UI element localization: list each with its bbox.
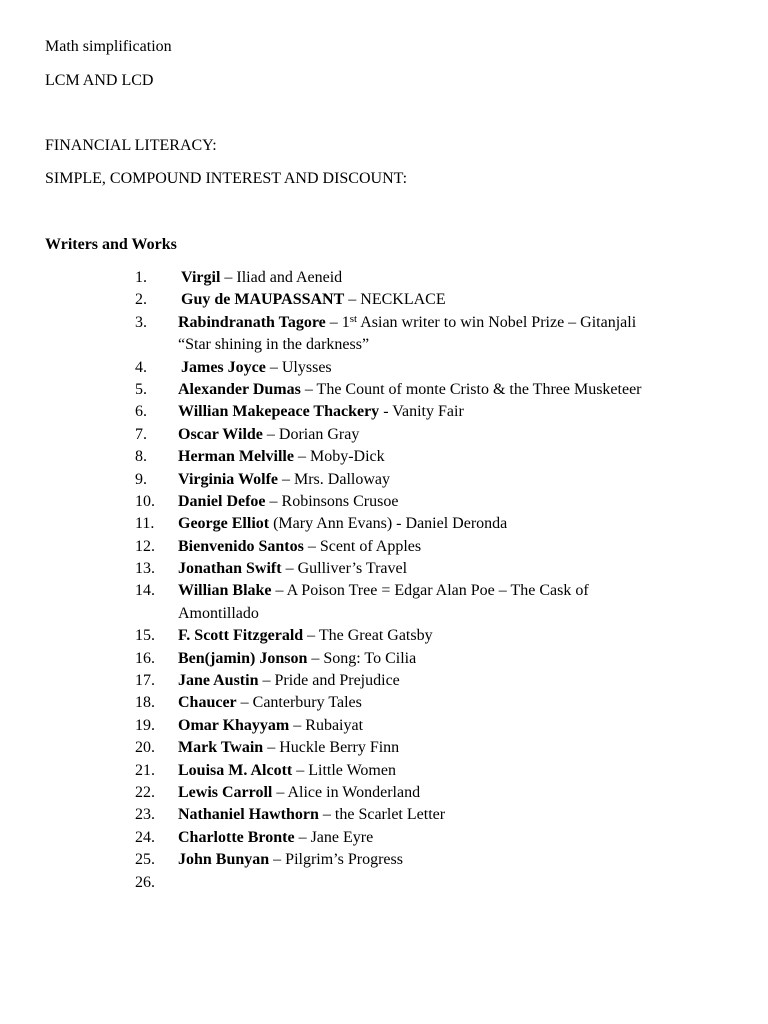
item-work: – A Poison Tree = Edgar Alan Poe – The Cask of Amontillado — [178, 582, 589, 622]
item-entry — [178, 446, 738, 468]
item-entry — [178, 715, 738, 737]
item-work: – Pilgrim’s Progress — [269, 851, 403, 869]
item-number: 3. — [135, 313, 147, 331]
item-number: 13. — [135, 560, 155, 578]
item-work: – Mrs. Dalloway — [278, 470, 390, 488]
item-work: – Iliad and Aeneid — [220, 269, 343, 286]
item-entry — [178, 827, 738, 849]
item-author: Herman Melville — [178, 448, 294, 466]
item-author: James Joyce — [181, 358, 266, 376]
item-entry — [178, 558, 738, 580]
item-number: 12. — [135, 537, 155, 555]
item-number: 15. — [135, 627, 155, 645]
item-work: Asian writer to win Nobel Prize – Gitanjali — [357, 313, 637, 331]
item-entry — [178, 401, 738, 423]
item-work: – Robinsons Crusoe — [265, 492, 399, 510]
item-number: 16. — [135, 649, 155, 667]
item-number: 19. — [135, 716, 155, 734]
heading-financial-literacy: FINANCIAL LITERACY: — [45, 137, 217, 154]
item-entry — [178, 536, 738, 558]
item-number: 6. — [135, 403, 147, 421]
item-work: (Mary Ann Evans) - Daniel Deronda — [269, 515, 508, 533]
item-work: – Rubaiyat — [289, 716, 364, 734]
item-number: 5. — [135, 380, 147, 398]
heading-writers-and-works: Writers and Works — [45, 236, 177, 253]
item-author: Mark Twain — [178, 739, 264, 757]
item-author: Louisa M. Alcott — [178, 761, 293, 779]
item-author: John Bunyan — [178, 851, 270, 869]
item-work: – Huckle Berry Finn — [263, 739, 400, 757]
item-work: – Song: To Cilia — [307, 649, 417, 667]
item-author: Bienvenido Santos — [178, 537, 304, 555]
item-work: – The Great Gatsby — [303, 627, 433, 645]
item-author: George Elliot — [178, 515, 270, 533]
item-number: 2. — [135, 291, 147, 309]
heading-math-simplification: Math simplification — [45, 38, 172, 55]
item-number: 17. — [135, 672, 155, 690]
item-number: 24. — [135, 828, 155, 846]
item-author: Oscar Wilde — [178, 425, 263, 443]
item-entry — [178, 692, 738, 714]
item-entry — [178, 737, 738, 759]
item-number: 20. — [135, 739, 155, 757]
item-work: – Scent of Apples — [303, 537, 422, 555]
item-author: Chaucer — [178, 694, 237, 712]
item-number: 4. — [135, 358, 147, 376]
item-author: Charlotte Bronte — [178, 828, 295, 846]
item-work: – Pride and Prejudice — [258, 672, 400, 690]
item-author: Alexander Dumas — [178, 380, 301, 398]
item-entry — [178, 424, 738, 446]
item-author: Willian Makepeace Thackery — [178, 403, 380, 421]
item-author: Jane Austin — [178, 672, 259, 690]
item-entry — [178, 648, 738, 670]
item-author: Ben(jamin) Jonson — [178, 649, 308, 667]
item-work: – the Scarlet Letter — [318, 806, 446, 824]
item-author: Rabindranath Tagore — [178, 313, 326, 331]
item-entry — [178, 580, 638, 625]
item-work-line2: “Star shining in the darkness” — [178, 336, 370, 354]
item-entry — [178, 513, 738, 535]
item-work-superscript: st — [349, 312, 358, 325]
item-entry — [178, 491, 738, 513]
heading-interest-discount: SIMPLE, COMPOUND INTEREST AND DISCOUNT: — [45, 170, 408, 187]
item-work: – Alice in Wonderland — [272, 784, 421, 802]
heading-lcm-lcd: LCM AND LCD — [45, 72, 154, 89]
item-author: Jonathan Swift — [178, 560, 282, 578]
item-entry — [181, 357, 741, 379]
item-entry — [178, 849, 738, 871]
item-author: Virginia Wolfe — [178, 470, 278, 488]
item-number: 18. — [135, 694, 155, 712]
item-number: 25. — [135, 851, 155, 869]
item-work: – NECKLACE — [344, 291, 446, 309]
item-number: 8. — [135, 448, 147, 466]
item-work: – Ulysses — [265, 358, 332, 376]
item-work: – Gulliver’s Travel — [281, 560, 408, 578]
item-number: 14. — [135, 582, 155, 600]
item-author: Virgil — [181, 269, 221, 286]
item-number: 23. — [135, 806, 155, 824]
item-work: – Little Women — [292, 761, 396, 779]
item-number: 7. — [135, 425, 147, 443]
item-work: - Vanity Fair — [379, 403, 464, 421]
item-entry — [181, 267, 741, 289]
item-author: F. Scott Fitzgerald — [178, 627, 304, 645]
item-entry — [178, 469, 738, 491]
item-number: 9. — [135, 470, 147, 488]
item-entry — [178, 760, 738, 782]
item-number: 10. — [135, 492, 155, 510]
item-entry — [178, 379, 738, 401]
item-entry — [181, 289, 741, 311]
item-number: 22. — [135, 784, 155, 802]
item-author: Daniel Defoe — [178, 492, 266, 510]
item-entry — [178, 782, 738, 804]
item-author: Willian Blake — [178, 582, 272, 600]
item-author: Lewis Carroll — [178, 784, 273, 802]
item-entry — [178, 670, 738, 692]
item-number: 11. — [135, 515, 155, 533]
item-entry — [178, 804, 738, 826]
item-work: – The Count of monte Cristo & the Three Musketeer — [300, 380, 642, 398]
item-work-prefix: – 1 — [325, 313, 350, 331]
item-number: 1. — [135, 269, 147, 286]
item-number: 26. — [135, 873, 155, 891]
item-work: – Moby-Dick — [293, 448, 385, 466]
item-author: Omar Khayyam — [178, 716, 290, 734]
item-work: – Dorian Gray — [262, 425, 360, 443]
item-entry — [178, 312, 738, 357]
item-author: Nathaniel Hawthorn — [178, 806, 319, 824]
item-author: Guy de MAUPASSANT — [181, 291, 345, 309]
item-entry — [178, 625, 738, 647]
item-work: – Canterbury Tales — [236, 694, 362, 712]
item-number: 21. — [135, 761, 155, 779]
item-work: – Jane Eyre — [294, 828, 374, 846]
